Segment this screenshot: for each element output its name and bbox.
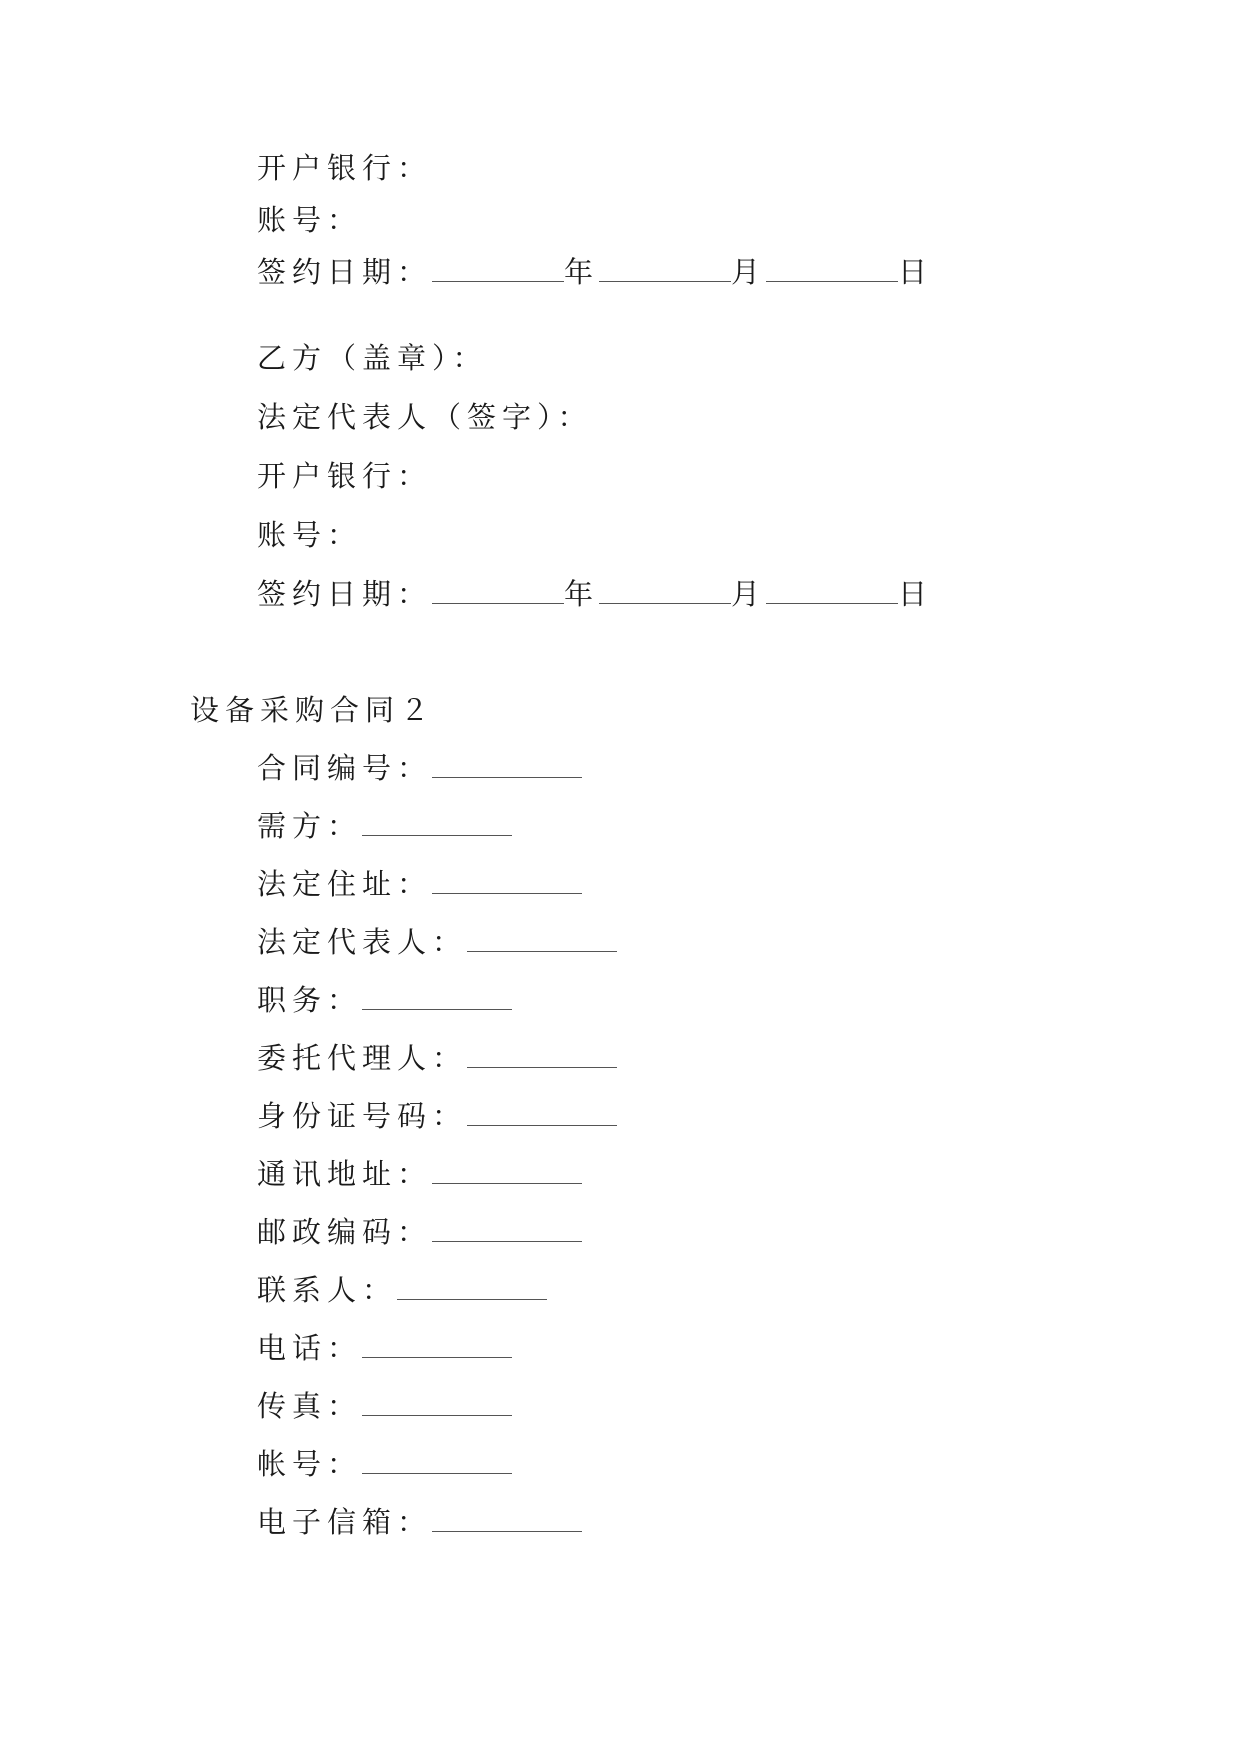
contract-2-title: 设备采购合同２ [190,693,436,727]
position-label: 职务： [257,983,363,1017]
legal-address-row [257,864,582,904]
party-b-account-label: 账号： [257,518,363,552]
buyer-row [257,806,512,846]
agent-row [257,1038,617,1078]
phone-label: 电话： [257,1331,363,1365]
party-a-sign-date-row [257,252,933,292]
party-b-day-blank[interactable] [766,577,898,604]
party-b-rep-sign-label: 法定代表人（签字）： [257,400,593,434]
party-a-day-blank[interactable] [766,255,898,282]
party-b-sign-date-row [257,574,933,614]
party-b-month-label: 月 [731,577,767,611]
mailing-address-row [257,1154,582,1194]
contact-row [257,1270,547,1310]
party-b-year-label: 年 [564,577,600,611]
legal-rep-label: 法定代表人： [257,925,468,959]
party-a-day-label: 日 [898,255,934,289]
party-b-rep-sign-row [257,397,593,437]
contract-no-label: 合同编号： [257,751,433,785]
email-blank[interactable] [432,1505,582,1532]
account-blank[interactable] [362,1447,512,1474]
legal-address-blank[interactable] [432,867,582,894]
party-a-month-blank[interactable] [599,255,731,282]
party-a-year-label: 年 [564,255,600,289]
fax-label: 传真： [257,1389,363,1423]
legal-rep-blank[interactable] [467,925,617,952]
party-b-bank-label: 开户银行： [257,459,433,493]
contract-no-blank[interactable] [432,751,582,778]
position-blank[interactable] [362,983,512,1010]
email-row [257,1502,582,1542]
party-a-bank-label: 开户银行： [257,151,433,185]
party-b-bank-row [257,456,432,496]
party-a-account-label: 账号： [257,203,363,237]
postal-code-blank[interactable] [432,1215,582,1242]
agent-blank[interactable] [467,1041,617,1068]
mailing-address-label: 通讯地址： [257,1157,433,1191]
account-row [257,1444,512,1484]
contract-no-row [257,748,582,788]
position-row [257,980,512,1020]
id-number-row [257,1096,617,1136]
email-label: 电子信箱： [257,1505,433,1539]
fax-row [257,1386,512,1426]
contact-blank[interactable] [397,1273,547,1300]
party-a-sign-date-label: 签约日期： [257,255,433,289]
postal-code-label: 邮政编码： [257,1215,433,1249]
agent-label: 委托代理人： [257,1041,468,1075]
id-number-label: 身份证号码： [257,1099,468,1133]
phone-row [257,1328,512,1368]
party-b-day-label: 日 [898,577,934,611]
party-a-year-blank[interactable] [432,255,564,282]
party-b-seal-row [257,338,488,378]
mailing-address-blank[interactable] [432,1157,582,1184]
party-a-bank-row [257,148,432,188]
party-b-seal-label: 乙方（盖章）： [257,341,488,375]
party-b-year-blank[interactable] [432,577,564,604]
contact-label: 联系人： [257,1273,398,1307]
buyer-label: 需方： [257,809,363,843]
party-b-month-blank[interactable] [599,577,731,604]
id-number-blank[interactable] [467,1099,617,1126]
buyer-blank[interactable] [362,809,512,836]
account-label: 帐号： [257,1447,363,1481]
legal-address-label: 法定住址： [257,867,433,901]
fax-blank[interactable] [362,1389,512,1416]
party-b-account-row [257,515,362,555]
legal-rep-row [257,922,617,962]
phone-blank[interactable] [362,1331,512,1358]
party-b-sign-date-label: 签约日期： [257,577,433,611]
party-a-month-label: 月 [731,255,767,289]
postal-code-row [257,1212,582,1252]
party-a-account-row [257,200,362,240]
